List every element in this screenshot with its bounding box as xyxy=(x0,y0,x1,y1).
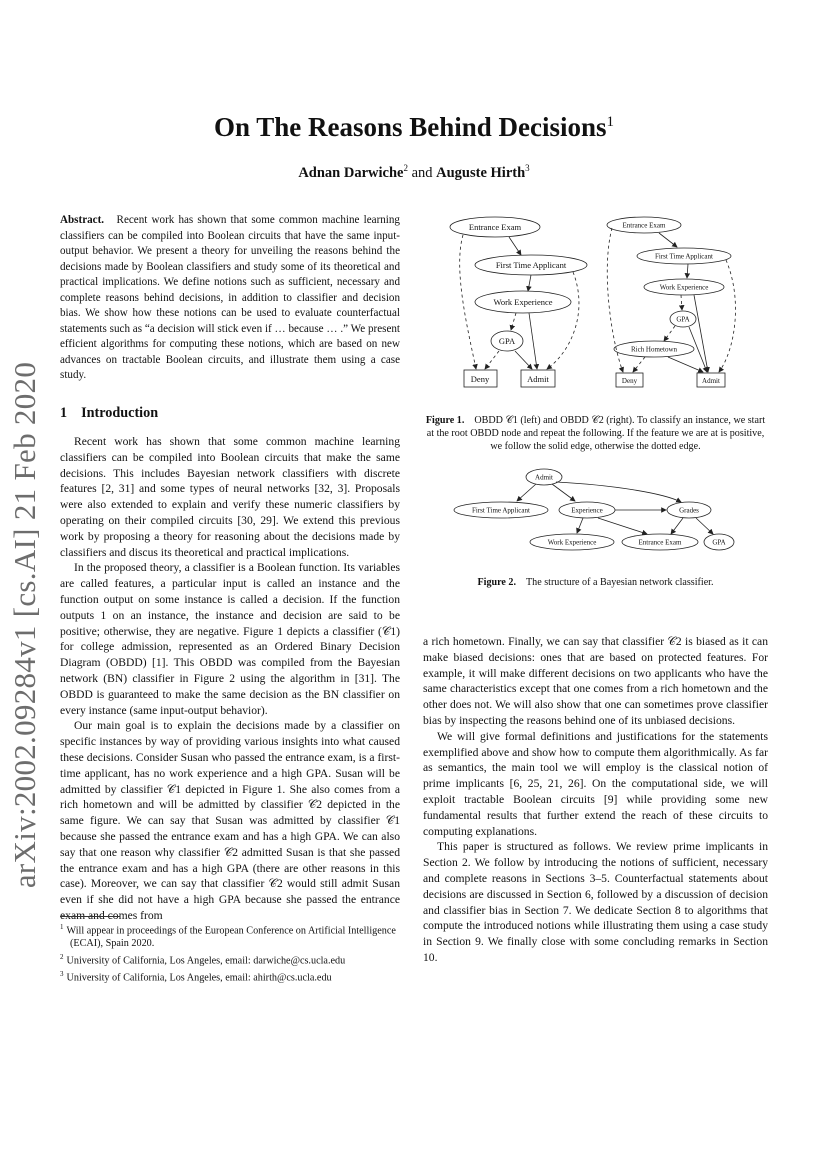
c2-label-gpa: GPA xyxy=(676,315,690,324)
footnote: $^2$ University of California, Los Angeles, email: darwiche@cs.ucla.edu xyxy=(60,952,346,966)
paragraph: This paper is structured as follows. We review prime implicants in Section 2. We follow by introducing the notions of sufficient, necessary and complete reasons in Sections 3–5. Counterfactual statements about decisions are discussed in Section 6, followed by a discussion of decision and classifier bias in Section 7. We dedicate Section 8 to algorithms that compute the introduced notions while illustrating them using a case study in Section 9. We finally close with some concluding remarks in Section 10. xyxy=(423,840,768,964)
c1-label-work-experience: Work Experience xyxy=(493,297,553,307)
left-column xyxy=(60,434,400,924)
c2-label-work-experience: Work Experience xyxy=(659,283,709,292)
c1-label-deny: Deny xyxy=(470,374,490,384)
right-column xyxy=(423,634,768,966)
obdd-c2 xyxy=(607,217,735,387)
paragraph: Our main goal is to explain the decisions made by a classifier on specific instances by way of providing various insights into what caused these decisions. Consider Susan who passed the entrance exam, is a first-time applicant, has no work experience and a high GPA. Susan will be admitted by classifier 𝒞1 depicted in Figure 1. She also comes from a rich hometown and will be admitted by classifier 𝒞2 depicted in the same figure. We can say that Susan was admitted by classifier 𝒞1 because she passed the entrance exam and has a high GPA. We can also say that one reason why classifier 𝒞2 admitted Susan is that she passed the entrance exam and has a high GPA (there are other reasons in this case). Moreover, we can say that classifier 𝒞2 would still admit Susan even if she did not have a high GPA because she passed the entrance exam and comes from xyxy=(60,719,400,922)
author-list: Adnan Darwiche$^2$ and Auguste Hirth$^3$ xyxy=(298,163,530,181)
c2-label-first-time-applicant: First Time Applicant xyxy=(655,252,713,261)
author-2: Auguste Hirth xyxy=(436,164,526,181)
c2-label-admit: Admit xyxy=(702,377,720,385)
c1-label-first-time-applicant: First Time Applicant xyxy=(495,260,567,270)
figure-2-caption: Figure 2. The structure of a Bayesian network classifier. xyxy=(477,577,714,588)
c2-label-rich-hometown: Rich Hometown xyxy=(630,345,678,354)
c2-label-entrance-exam: Entrance Exam xyxy=(622,221,666,230)
abstract-text: Recent work has shown that some common machine learning classifiers can be compiled into Boolean circuits that have the same input-output behavior. We present a theory for unveiling the reasons behind the decisions made by Boolean classifiers and study some of its theoretical and practical implications. We define notions such as sufficient, necessary and complete reasons behind decisions, in addition to classifier and decision bias. We show how these notions can be used to evaluate counterfactual statements such as “a decision will stick even if … because … .” We present efficient algorithms for computing these notions, which are based on new advances on tractable Boolean circuits, and illustrate them using a case study. xyxy=(60,214,400,381)
figure-2-bayesian-network xyxy=(423,463,768,563)
paragraph: In the proposed theory, a classifier is a Boolean function. Its variables are called features, a particular input is called an instance and the function output on some instance is called a decision. If the function outputs 1 on an instance, the instance and decision are said to be positive; otherwise, they are negative. Figure 1 depicts a classifier (𝒞1) for college admission, represented as an Ordered Binary Decision Diagram (OBDD) [1]. This OBDD was compiled from the Bayesian network (BN) classifier in Figure 2 using the algorithm in [31]. The OBDD is guaranteed to make the same decision as the BN classifier on every instance (same input-output behavior). xyxy=(60,561,400,717)
paragraph: a rich hometown. Finally, we can say that classifier 𝒞2 is biased as it can make biased decisions: ones that are based on protected features. For example, it will make different decisions on two applicants who have the same characteristics except that one comes from a rich hometown and the other does not. We will also show that one can sometimes prove classifier bias by inspecting the reasons behind one of its unbiased decisions. xyxy=(423,635,768,727)
bn-label-entrance-exam: Entrance Exam xyxy=(638,538,682,547)
figure-1-obdd xyxy=(423,210,768,400)
figure-1-caption: Figure 1. OBDD 𝒞1 (left) and OBDD 𝒞2 (right). To classify an instance, we start at the root OBDD node and repeat the following. If the feature we are at is positive, we follow the solid edge, otherwise the dotted edge. xyxy=(425,415,766,452)
c1-label-entrance-exam: Entrance Exam xyxy=(468,222,522,232)
paragraph: We will give formal definitions and justifications for the statements exemplified above and show how to compute them algorithmically. As far as semantics, the main tool we will employ is the classical notion of prime implicants [6, 25, 21, 26]. On the computational side, we will exploit tractable Boolean circuits [9] while providing some new fundamental results that further extend the reach of these circuits to computing explanations. xyxy=(423,729,768,838)
footnote: $^3$ University of California, Los Angeles, email: ahirth@cs.ucla.edu xyxy=(60,969,332,983)
bn-label-first-time-applicant: First Time Applicant xyxy=(472,506,530,515)
paragraph: Recent work has shown that some common machine learning classifiers can be compiled into Boolean circuits that make the same decisions. This includes Bayesian network classifiers with discrete features [2, 31] and some types of neural networks [32, 3]. Proposals were also extended to explain and verify these numeric classifiers by operating on their compiled circuits [30, 29]. We extend this previous work by proposing a theory for reasoning about the decisions made by classifiers and discus its theoretical and practical implications. xyxy=(60,435,400,559)
bn-label-experience: Experience xyxy=(571,506,603,515)
bn-label-gpa: GPA xyxy=(712,538,726,547)
section-heading: 1 Introduction xyxy=(60,405,159,421)
bn-label-grades: Grades xyxy=(679,506,699,515)
bn-label-admit: Admit xyxy=(535,473,553,482)
bn-label-work-experience: Work Experience xyxy=(547,538,597,547)
footnote: $^1$ Will appear in proceedings of the European Conference on Artificial Intelligence (ECAI), Spain 2020. xyxy=(60,923,396,949)
abstract-label: Abstract. xyxy=(60,214,105,226)
c2-label-deny: Deny xyxy=(621,377,638,385)
paper-title: On The Reasons Behind Decisions$^1$ xyxy=(213,112,615,142)
footnote-rule xyxy=(60,916,120,917)
arxiv-stamp: arXiv:2002.09284v1 [cs.AI] 21 Feb 2020 xyxy=(7,361,42,889)
abstract xyxy=(60,213,400,384)
footnotes xyxy=(60,921,400,985)
c1-label-gpa: GPA xyxy=(498,336,516,346)
author-1: Adnan Darwiche xyxy=(298,164,404,181)
c1-label-admit: Admit xyxy=(527,374,549,384)
